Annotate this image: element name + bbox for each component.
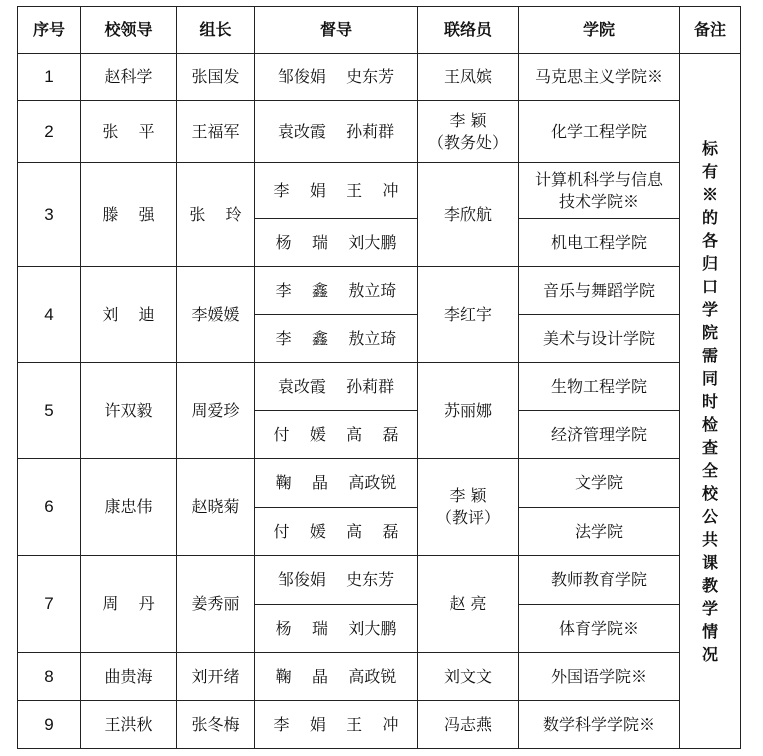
remark-text: 标有※的各归口学院需同时检查全校公共课教学情况 bbox=[701, 138, 718, 664]
cell-college: 文学院 bbox=[519, 459, 680, 508]
table-row bbox=[18, 267, 741, 315]
cell-school-leader: 王洪秋 bbox=[81, 701, 177, 749]
cell-index: 7 bbox=[18, 556, 81, 653]
cell-supervisors: 杨 瑞 刘大鹏 bbox=[255, 605, 418, 653]
cell-supervisors: 杨 瑞 刘大鹏 bbox=[255, 219, 418, 267]
cell-school-leader: 刘 迪 bbox=[81, 267, 177, 363]
cell-supervisors: 付 媛 高 磊 bbox=[255, 508, 418, 556]
cell-college: 外国语学院※ bbox=[519, 653, 680, 701]
header-school-leader: 校领导 bbox=[81, 7, 177, 54]
table-row bbox=[18, 701, 741, 749]
cell-group-head: 王福军 bbox=[177, 101, 255, 163]
remark-cell bbox=[680, 54, 741, 749]
cell-group-head: 李媛媛 bbox=[177, 267, 255, 363]
header-group-head: 组长 bbox=[177, 7, 255, 54]
cell-school-leader: 张 平 bbox=[81, 101, 177, 163]
table-row bbox=[18, 556, 741, 605]
cell-school-leader: 许双毅 bbox=[81, 363, 177, 459]
header-college: 学院 bbox=[519, 7, 680, 54]
cell-liaison: 苏丽娜 bbox=[418, 363, 519, 459]
table-row bbox=[18, 54, 741, 101]
header-row bbox=[18, 7, 741, 54]
cell-liaison: 冯志燕 bbox=[418, 701, 519, 749]
cell-supervisors: 鞠 晶 高政锐 bbox=[255, 459, 418, 508]
table-row bbox=[18, 163, 741, 219]
cell-group-head: 刘开绪 bbox=[177, 653, 255, 701]
header-supervisors: 督导 bbox=[255, 7, 418, 54]
cell-supervisors: 李 娟 王 冲 bbox=[255, 701, 418, 749]
cell-college: 经济管理学院 bbox=[519, 411, 680, 459]
table-row bbox=[18, 101, 741, 163]
supervision-table bbox=[17, 6, 741, 749]
cell-school-leader: 赵科学 bbox=[81, 54, 177, 101]
cell-liaison: 刘文文 bbox=[418, 653, 519, 701]
cell-supervisors: 袁改霞 孙莉群 bbox=[255, 101, 418, 163]
cell-index: 3 bbox=[18, 163, 81, 267]
table-row bbox=[18, 459, 741, 508]
cell-liaison: 李红宇 bbox=[418, 267, 519, 363]
cell-college: 生物工程学院 bbox=[519, 363, 680, 411]
cell-index: 1 bbox=[18, 54, 81, 101]
cell-index: 2 bbox=[18, 101, 81, 163]
cell-college: 数学科学学院※ bbox=[519, 701, 680, 749]
cell-group-head: 张冬梅 bbox=[177, 701, 255, 749]
cell-supervisors: 李 鑫 敖立琦 bbox=[255, 315, 418, 363]
table-row bbox=[18, 653, 741, 701]
cell-college: 体育学院※ bbox=[519, 605, 680, 653]
cell-index: 4 bbox=[18, 267, 81, 363]
cell-group-head: 张 玲 bbox=[177, 163, 255, 267]
cell-school-leader: 周 丹 bbox=[81, 556, 177, 653]
cell-supervisors: 李 娟 王 冲 bbox=[255, 163, 418, 219]
cell-index: 8 bbox=[18, 653, 81, 701]
cell-college: 马克思主义学院※ bbox=[519, 54, 680, 101]
cell-supervisors: 袁改霞 孙莉群 bbox=[255, 363, 418, 411]
cell-group-head: 姜秀丽 bbox=[177, 556, 255, 653]
cell-liaison: 李欣航 bbox=[418, 163, 519, 267]
cell-supervisors: 付 媛 高 磊 bbox=[255, 411, 418, 459]
header-index: 序号 bbox=[18, 7, 81, 54]
cell-liaison: 王凤嫔 bbox=[418, 54, 519, 101]
cell-index: 5 bbox=[18, 363, 81, 459]
table-row bbox=[18, 363, 741, 411]
cell-supervisors: 邹俊娟 史东芳 bbox=[255, 556, 418, 605]
cell-group-head: 张国发 bbox=[177, 54, 255, 101]
cell-college: 美术与设计学院 bbox=[519, 315, 680, 363]
cell-supervisors: 鞠 晶 高政锐 bbox=[255, 653, 418, 701]
cell-school-leader: 滕 强 bbox=[81, 163, 177, 267]
cell-supervisors: 邹俊娟 史东芳 bbox=[255, 54, 418, 101]
cell-liaison: 李 颖 （教评） bbox=[418, 459, 519, 556]
cell-liaison: 赵 亮 bbox=[418, 556, 519, 653]
cell-college: 计算机科学与信息 技术学院※ bbox=[519, 163, 680, 219]
cell-liaison: 李 颖 （教务处） bbox=[418, 101, 519, 163]
cell-group-head: 周爱珍 bbox=[177, 363, 255, 459]
cell-college: 化学工程学院 bbox=[519, 101, 680, 163]
header-remark: 备注 bbox=[680, 7, 741, 54]
cell-college: 教师教育学院 bbox=[519, 556, 680, 605]
table-body bbox=[18, 54, 741, 749]
cell-college: 音乐与舞蹈学院 bbox=[519, 267, 680, 315]
cell-group-head: 赵晓菊 bbox=[177, 459, 255, 556]
cell-school-leader: 康忠伟 bbox=[81, 459, 177, 556]
cell-college: 机电工程学院 bbox=[519, 219, 680, 267]
cell-college: 法学院 bbox=[519, 508, 680, 556]
cell-index: 9 bbox=[18, 701, 81, 749]
cell-index: 6 bbox=[18, 459, 81, 556]
cell-school-leader: 曲贵海 bbox=[81, 653, 177, 701]
cell-supervisors: 李 鑫 敖立琦 bbox=[255, 267, 418, 315]
header-liaison: 联络员 bbox=[418, 7, 519, 54]
